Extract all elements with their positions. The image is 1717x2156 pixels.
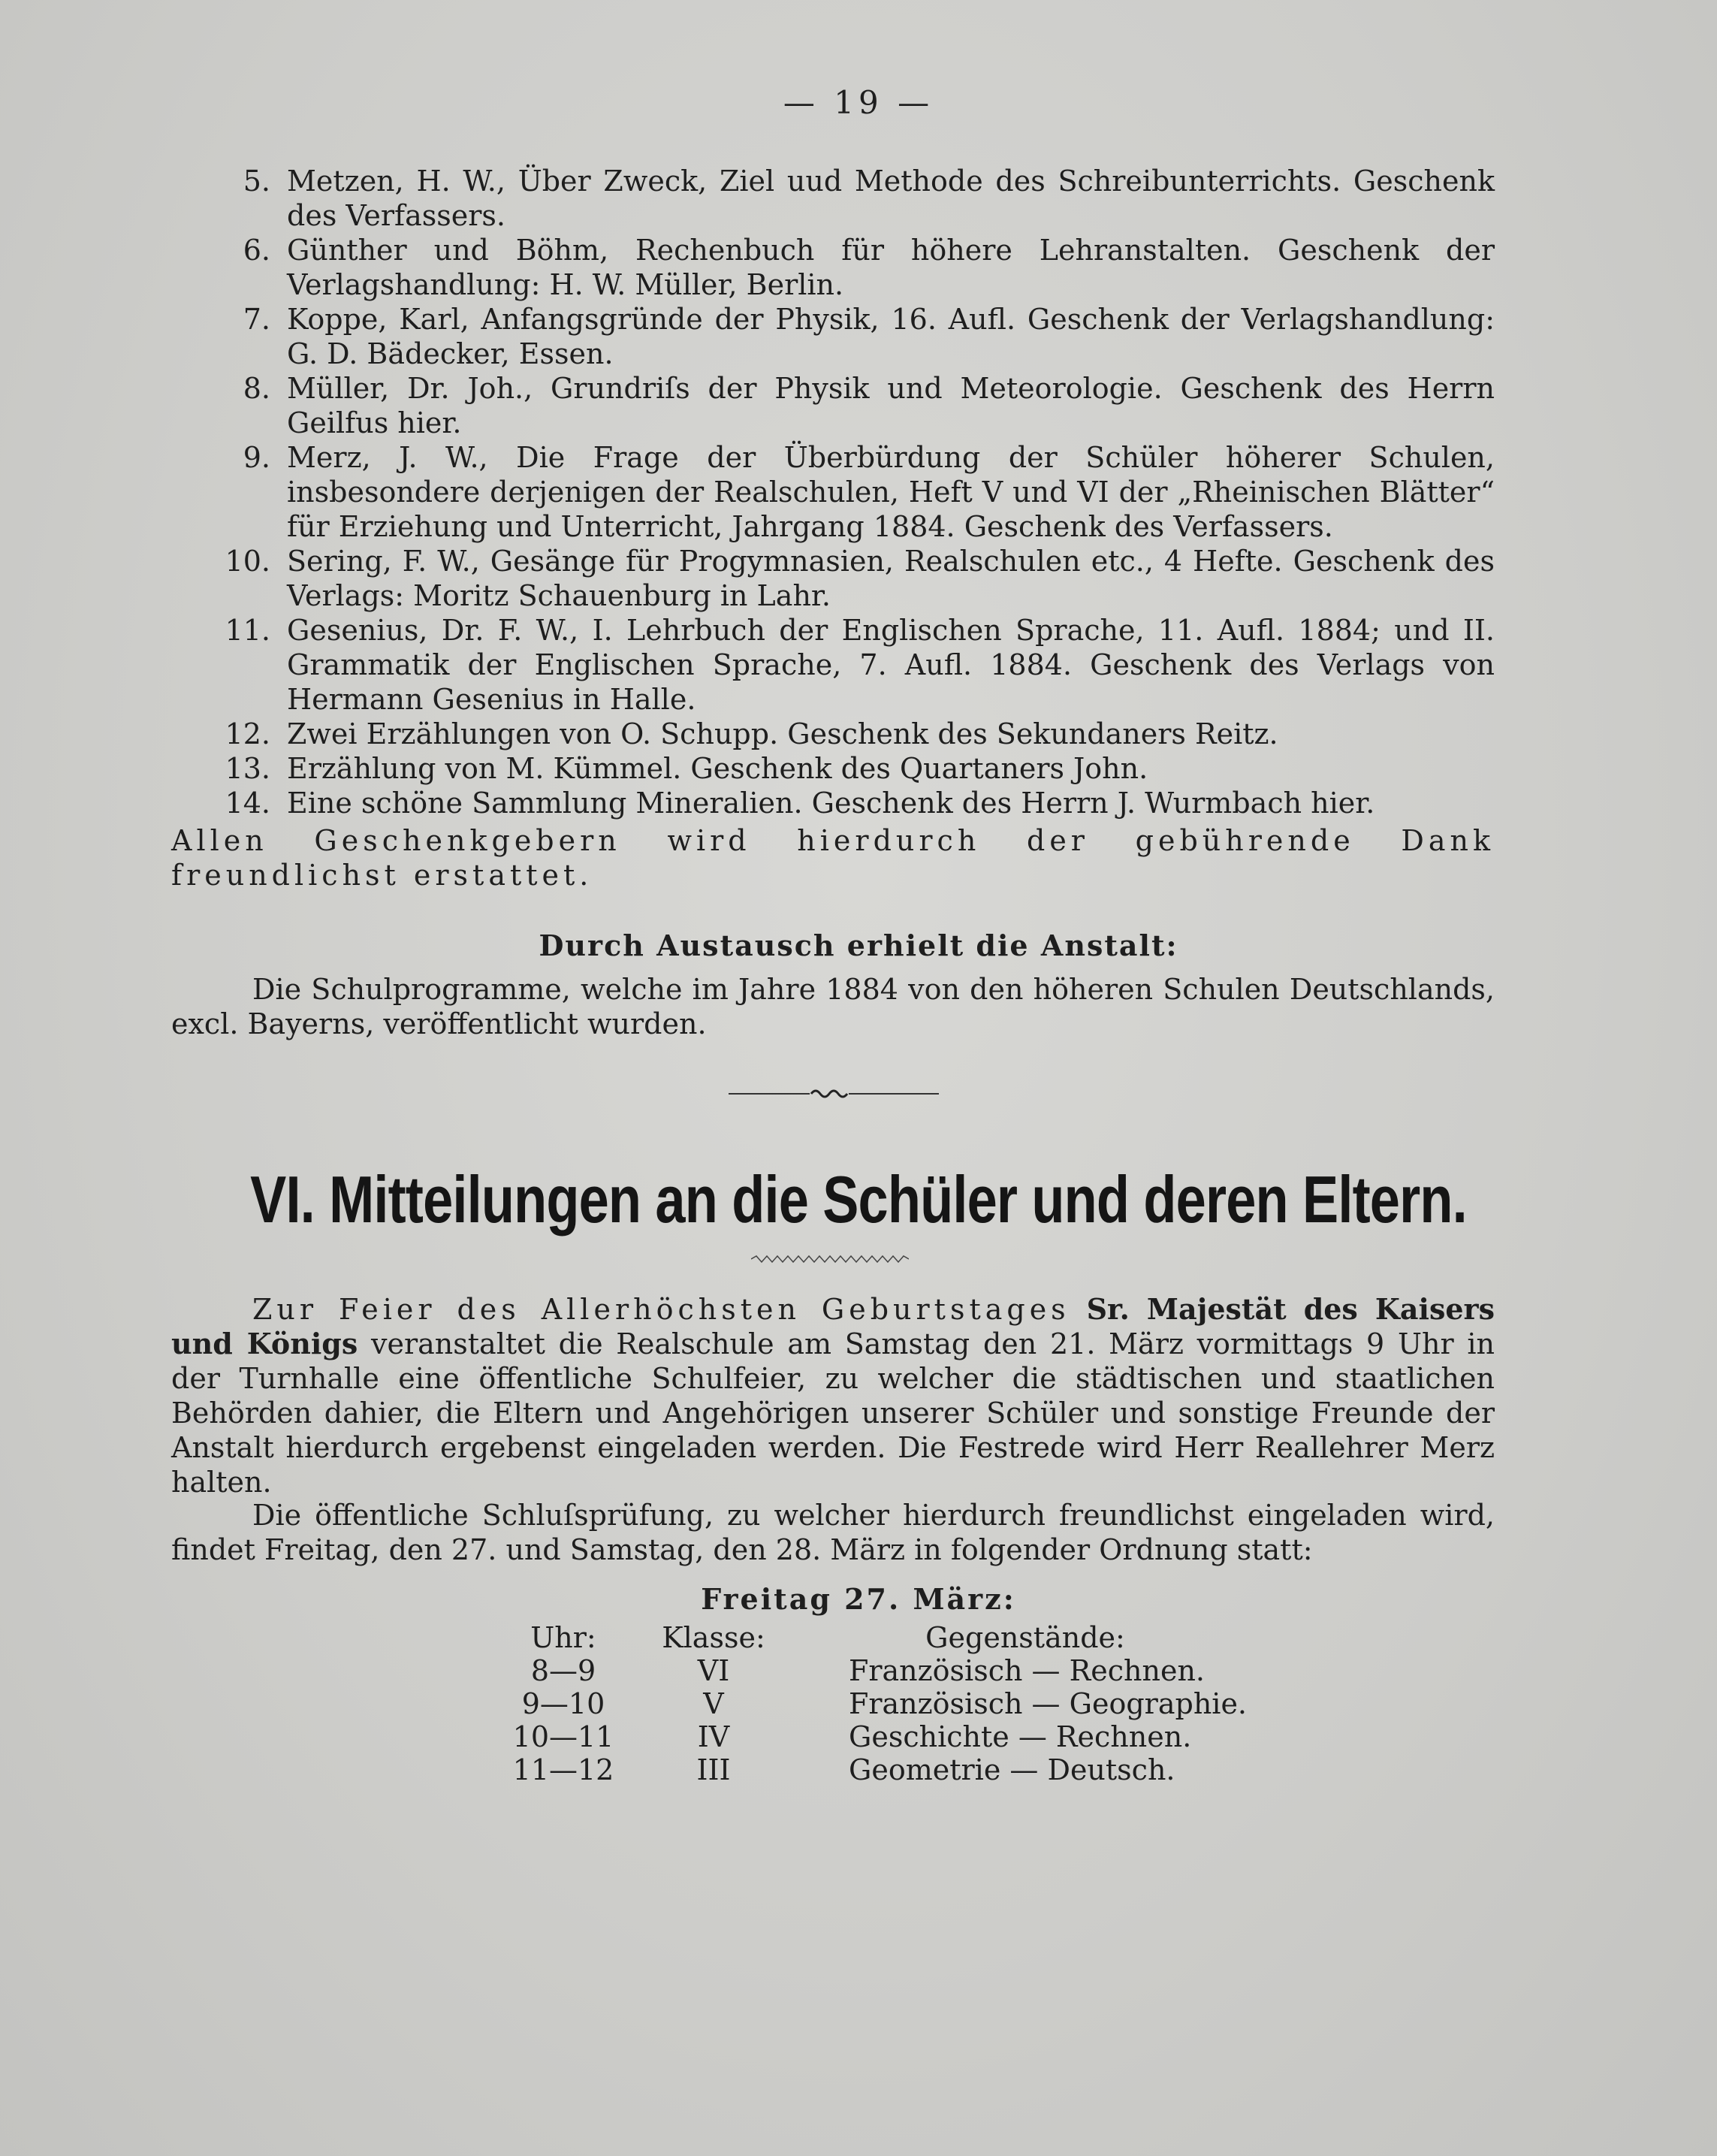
paragraph-text: veranstaltet die Realschule am Samstag den 21. März vormittags 9 Uhr in der Turnhalle eine öffentliche Schulfeier, zu welcher die städtischen und staatlichen Behörden dahier, die Eltern und Angehörigen unserer Schüler und sonstige Freunde der Anstalt hierdurch ergebenst eingeladen werden. Die Festrede wird Herr Reallehrer Merz halten. <box>171 1327 1495 1499</box>
cell-class: III <box>696 1753 731 1786</box>
schedule-title: Freitag 27. März: <box>701 1582 1016 1616</box>
item-number: 7. <box>243 303 270 336</box>
list-item <box>173 751 1495 786</box>
list-item <box>173 544 1495 613</box>
item-number: 9. <box>243 441 270 474</box>
item-text: Müller, Dr. Joh., Grundriſs der Physik und Meteorologie. Geschenk des Herrn Geilfus hier. <box>287 372 1495 439</box>
table-header-row <box>496 1621 1254 1654</box>
spaced-text: Zur Feier des Allerhöchsten Geburtstages <box>252 1293 1070 1326</box>
item-number: 11. <box>225 614 270 647</box>
cell-class: VI <box>697 1654 730 1687</box>
item-number: 8. <box>243 372 270 405</box>
item-text: Eine schöne Sammlung Mineralien. Geschenk des Herrn J. Wurmbach hier. <box>287 787 1375 820</box>
item-text: Günther und Böhm, Rechenbuch für höhere Lehranstalten. Geschenk der Verlagshandlung: H. W. Müller, Berlin. <box>287 234 1495 301</box>
schedule-table <box>496 1621 1254 1786</box>
table-row <box>496 1687 1254 1720</box>
gift-list <box>173 164 1495 820</box>
item-number: 12. <box>225 717 270 750</box>
cell-time: 11—12 <box>512 1753 614 1786</box>
page-number: — 19 — <box>783 84 934 121</box>
cell-time: 8—9 <box>530 1654 596 1687</box>
item-text: Zwei Erzählungen von O. Schupp. Geschenk des Sekundaners Reitz. <box>287 717 1278 750</box>
list-item <box>173 233 1495 302</box>
list-item <box>173 164 1495 233</box>
list-item <box>173 717 1495 751</box>
cell-class: IV <box>697 1720 730 1753</box>
table-row <box>496 1753 1254 1786</box>
item-text: Koppe, Karl, Anfangsgründe der Physik, 16. Aufl. Geschenk der Verlagshandlung: G. D. Bädecker, Essen. <box>287 303 1495 370</box>
exam-paragraph: Die öffentliche Schluſsprüfung, zu welcher hierdurch freundlichst eingeladen wird, findet Freitag, den 27. und Samstag, den 28. März in folgender Ordnung statt: <box>171 1499 1495 1566</box>
list-item <box>173 786 1495 820</box>
celebration-paragraph <box>171 1292 1495 1499</box>
cell-subjects: Französisch — Geographie. <box>849 1687 1248 1720</box>
item-number: 5. <box>243 165 270 198</box>
list-item <box>173 613 1495 717</box>
cell-subjects: Geometrie — Deutsch. <box>849 1753 1175 1786</box>
item-number: 6. <box>243 234 270 267</box>
header-time: Uhr: <box>530 1621 596 1654</box>
ornament-divider <box>729 1086 939 1101</box>
cell-time: 10—11 <box>512 1720 614 1753</box>
item-number: 13. <box>225 752 270 785</box>
list-item <box>173 440 1495 544</box>
cell-time: 9—10 <box>521 1687 605 1720</box>
header-class: Klasse: <box>662 1621 765 1654</box>
bold-text: Sr. Majestät des Kaisers und Königs <box>171 1292 1495 1360</box>
table-row <box>496 1720 1254 1753</box>
thanks-paragraph: Allen Geschenkgebern wird hierdurch der gebührende Dank freundlichst erstattet. <box>171 824 1495 892</box>
header-subjects: Gegenstände: <box>925 1621 1125 1654</box>
squiggle-divider <box>751 1255 909 1264</box>
item-text: Sering, F. W., Gesänge für Progymnasien, Realschulen etc., 4 Hefte. Geschenk des Verlags: Moritz Schauenburg in Lahr. <box>287 545 1495 612</box>
item-text: Gesenius, Dr. F. W., I. Lehrbuch der Englischen Sprache, 11. Aufl. 1884; und II. Grammatik der Englischen Sprache, 7. Aufl. 1884. Geschenk des Verlags von Hermann Gesenius in Halle. <box>287 614 1495 716</box>
list-item <box>173 371 1495 440</box>
cell-subjects: Französisch — Rechnen. <box>849 1654 1205 1687</box>
list-item <box>173 302 1495 371</box>
section-title: VI. Mitteilungen an die Schüler und deren Eltern. <box>250 1162 1467 1237</box>
cell-subjects: Geschichte — Rechnen. <box>849 1720 1192 1753</box>
item-text: Metzen, H. W., Über Zweck, Ziel uud Methode des Schreibunterrichts. Geschenk des Verfassers. <box>287 165 1495 232</box>
item-text: Erzählung von M. Kümmel. Geschenk des Quartaners John. <box>287 752 1148 785</box>
exchange-paragraph: Die Schulprogramme, welche im Jahre 1884 von den höheren Schulen Deutschlands, excl. Bayerns, veröffentlicht wurden. <box>171 973 1495 1040</box>
ornament-flourish <box>811 1091 847 1097</box>
exchange-heading: Durch Austausch erhielt die Anstalt: <box>539 929 1178 962</box>
cell-class: V <box>703 1687 724 1720</box>
item-number: 10. <box>225 545 270 578</box>
table-row <box>496 1654 1254 1687</box>
item-number: 14. <box>225 787 270 820</box>
item-text: Merz, J. W., Die Frage der Überbürdung der Schüler höherer Schulen, insbesondere derjenigen der Realschulen, Heft V und VI der „Rheinischen Blätter“ für Erziehung und Unterricht, Jahrgang 1884. Geschenk des Verfassers. <box>287 441 1495 543</box>
